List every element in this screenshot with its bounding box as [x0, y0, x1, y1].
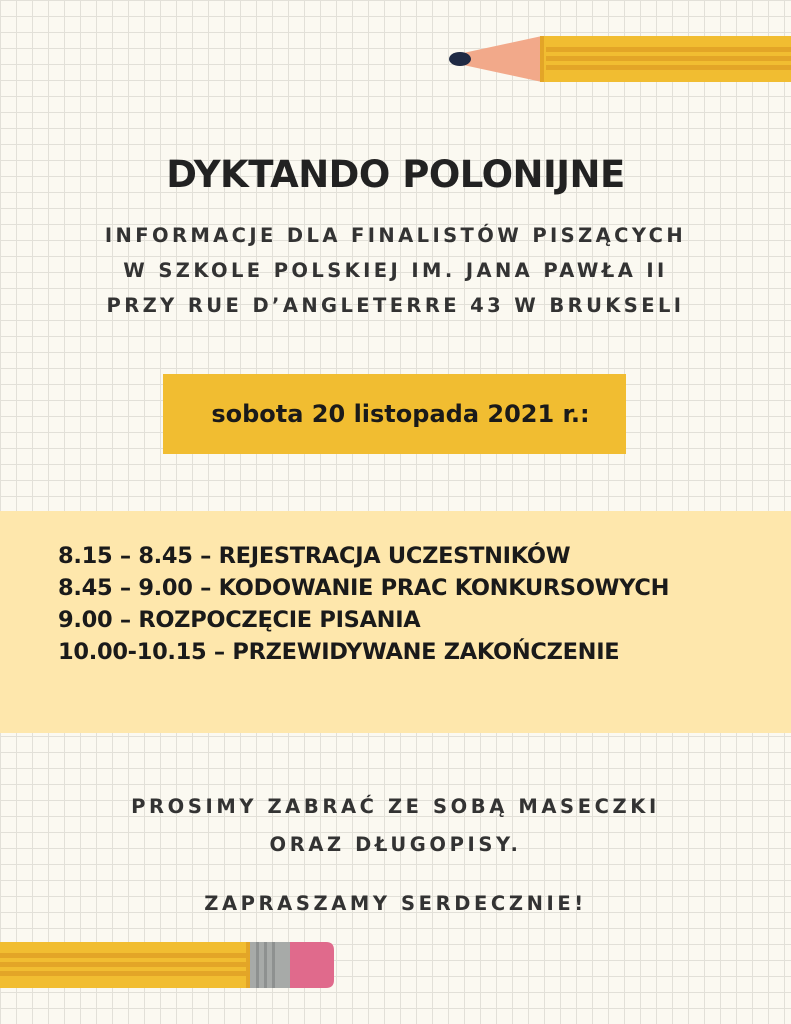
- subtitle-line: INFORMACJE DLA FINALISTÓW PISZĄCYCH: [104, 224, 687, 247]
- pencil-eraser-icon: [0, 940, 336, 990]
- schedule-item: 9.00 – ROZPOCZĘCIE PISANIA: [58, 607, 421, 633]
- subtitle-line: W SZKOLE POLSKIEJ IM. JANA PAWŁA II: [123, 259, 668, 282]
- date-banner: [163, 374, 626, 454]
- notice: [0, 788, 791, 864]
- schedule-item: 8.45 – 9.00 – KODOWANIE PRAC KONKURSOWYCH: [58, 575, 670, 601]
- closing-text: ZAPRASZAMY SERDECZNIE!: [204, 892, 587, 915]
- pencil-tip-icon: [446, 34, 791, 84]
- schedule-item: 8.15 – 8.45 – REJESTRACJA UCZESTNIKÓW: [58, 543, 571, 569]
- subtitle-line: PRZY RUE D’ANGLETERRE 43 W BRUKSELI: [106, 294, 685, 317]
- schedule-item: 10.00-10.15 – PRZEWIDYWANE ZAKOŃCZENIE: [58, 639, 620, 665]
- subtitle: [0, 218, 791, 323]
- notice-line: ORAZ DŁUGOPISY.: [269, 833, 522, 856]
- schedule-list: [58, 540, 778, 668]
- date-label: sobota 20 listopada 2021 r.:: [211, 400, 590, 428]
- page-title: DYKTANDO POLONIJNE: [166, 152, 625, 196]
- notice-line: PROSIMY ZABRAĆ ZE SOBĄ MASECZKI: [131, 795, 660, 818]
